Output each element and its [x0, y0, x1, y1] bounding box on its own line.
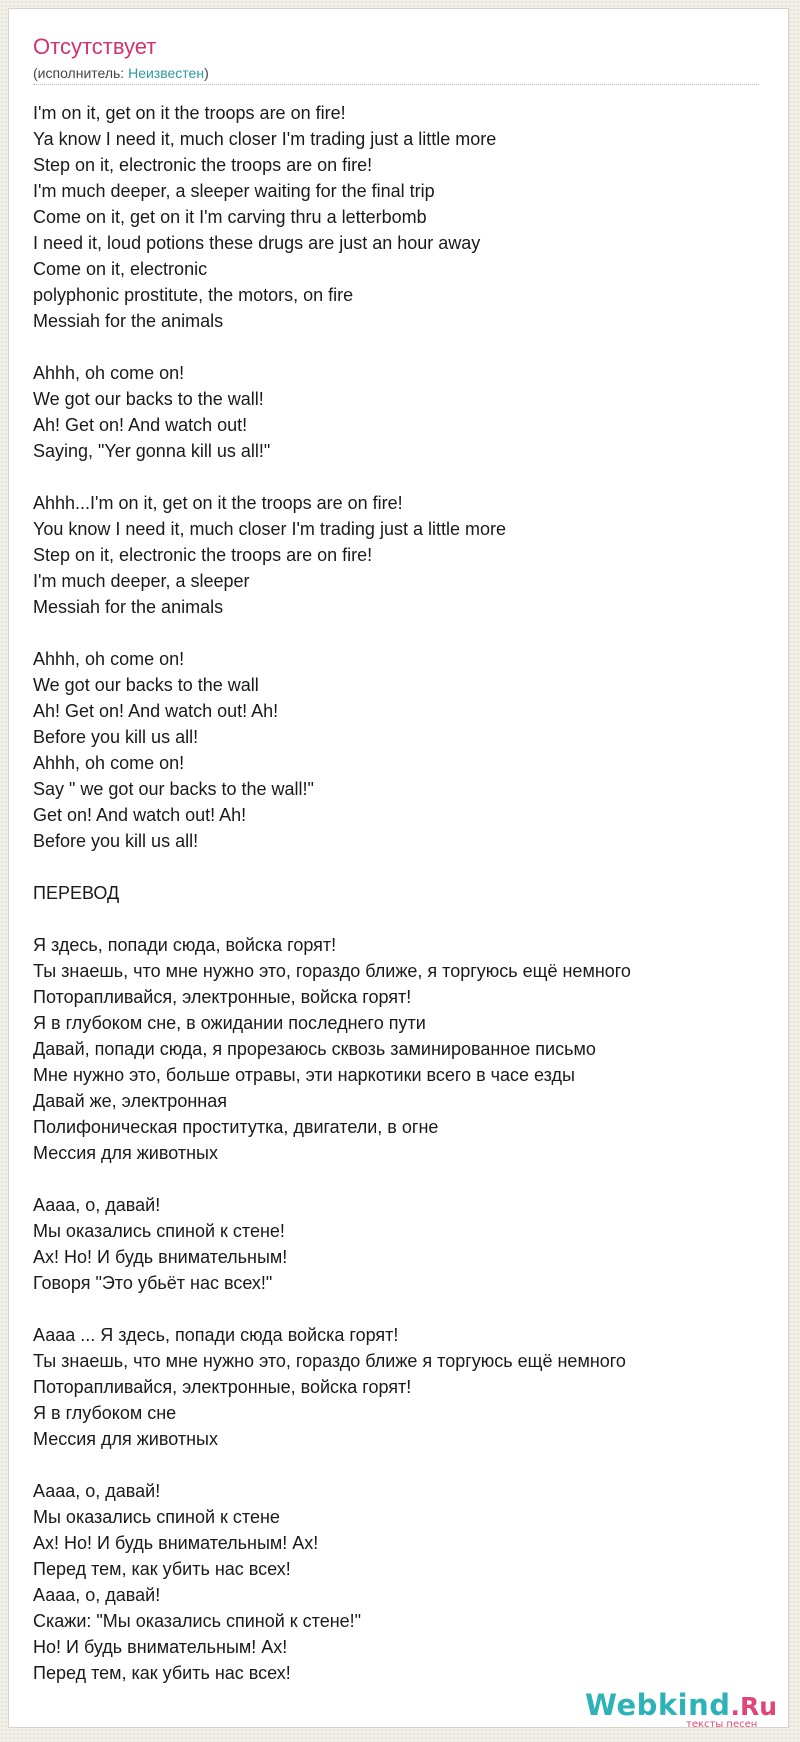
- lyric-line: Messiah for the animals: [33, 311, 224, 331]
- lyric-line: Мы оказались спиной к стене: [33, 1507, 280, 1527]
- lyric-line: [33, 1296, 773, 1322]
- lyric-line: Аааа, о, давай!: [33, 1195, 161, 1215]
- lyric-line: Ты знаешь, что мне нужно это, гораздо ближе я торгуюсь ещё немного: [33, 1351, 626, 1371]
- lyric-line: We got our backs to the wall!: [33, 389, 264, 409]
- lyric-line: polyphonic prostitute, the motors, on fire: [33, 285, 354, 305]
- lyric-line: Мессия для животных: [33, 1429, 218, 1449]
- lyric-line: You know I need it, much closer I'm trading just a little more: [33, 519, 506, 539]
- lyric-line: Ах! Но! И будь внимательным!: [33, 1247, 288, 1267]
- lyric-line: [33, 464, 773, 490]
- lyric-line: I'm much deeper, a sleeper waiting for the final trip: [33, 181, 435, 201]
- lyric-line: Аааа, о, давай!: [33, 1481, 161, 1501]
- lyric-line: I need it, loud potions these drugs are just an hour away: [33, 233, 481, 253]
- lyric-line: [33, 1166, 773, 1192]
- lyric-line: Step on it, electronic the troops are on fire!: [33, 155, 373, 175]
- lyric-line: Я здесь, попади сюда, войска горят!: [33, 935, 337, 955]
- lyric-line: Я в глубоком сне: [33, 1403, 177, 1423]
- lyric-line: [33, 334, 773, 360]
- lyric-line: Скажи: "Мы оказались спиной к стене!": [33, 1611, 362, 1631]
- logo-subtitle: тексты песен: [686, 1719, 758, 1730]
- lyric-line: Come on it, get on it I'm carving thru a letterbomb: [33, 207, 427, 227]
- lyric-line: Get on! And watch out! Ah!: [33, 805, 247, 825]
- lyric-line: Ahhh, oh come on!: [33, 753, 185, 773]
- lyric-line: I'm much deeper, a sleeper: [33, 571, 250, 591]
- lyric-line: Говоря "Это убьёт нас всех!": [33, 1273, 273, 1293]
- lyrics-text: [33, 100, 773, 1686]
- lyric-line: Step on it, electronic the troops are on fire!: [33, 545, 373, 565]
- song-title: Отсутствует: [33, 34, 157, 59]
- lyric-line: Поторапливайся, электронные, войска горят!: [33, 1377, 412, 1397]
- lyric-line: I'm on it, get on it the troops are on fire!: [33, 103, 346, 123]
- lyric-line: Давай же, электронная: [33, 1091, 227, 1111]
- lyric-line: Before you kill us all!: [33, 831, 199, 851]
- lyric-line: Ah! Get on! And watch out!: [33, 415, 248, 435]
- lyric-line: Поторапливайся, электронные, войска горят!: [33, 987, 412, 1007]
- lyric-line: Но! И будь внимательным! Ах!: [33, 1637, 288, 1657]
- artist-suffix: ): [204, 65, 209, 81]
- lyric-line: Messiah for the animals: [33, 597, 224, 617]
- lyric-line: Say " we got our backs to the wall!": [33, 779, 314, 799]
- lyric-line: [33, 620, 773, 646]
- lyric-line: Аааа, о, давай!: [33, 1585, 161, 1605]
- artist-link[interactable]: Неизвестен: [128, 65, 205, 81]
- lyric-line: [33, 854, 773, 880]
- lyric-line: Давай, попади сюда, я прорезаюсь сквозь заминированное письмо: [33, 1039, 596, 1059]
- lyric-line: Ahhh...I'm on it, get on it the troops are on fire!: [33, 493, 403, 513]
- lyric-line: We got our backs to the wall: [33, 675, 259, 695]
- lyric-line: Before you kill us all!: [33, 727, 199, 747]
- lyric-line: Come on it, electronic: [33, 259, 208, 279]
- lyric-line: Перед тем, как убить нас всех!: [33, 1663, 291, 1683]
- logo-text: Webkind: [585, 1688, 731, 1722]
- lyric-line: Мы оказались спиной к стене!: [33, 1221, 285, 1241]
- divider: [33, 84, 759, 85]
- lyric-line: Аааа ... Я здесь, попади сюда войска горят!: [33, 1325, 399, 1345]
- site-logo: [585, 1688, 778, 1730]
- lyric-line: Мне нужно это, больше отравы, эти наркотики всего в часе езды: [33, 1065, 575, 1085]
- lyric-line: Ahhh, oh come on!: [33, 649, 185, 669]
- lyric-line: Я в глубоком сне, в ожидании последнего пути: [33, 1013, 426, 1033]
- lyric-line: Ya know I need it, much closer I'm trading just a little more: [33, 129, 497, 149]
- lyric-line: [33, 906, 773, 932]
- artist-prefix: (исполнитель:: [33, 65, 129, 81]
- lyric-line: Ах! Но! И будь внимательным! Ах!: [33, 1533, 319, 1553]
- lyric-line: ПЕРЕВОД: [33, 883, 120, 903]
- lyric-line: Saying, "Yer gonna kill us all!": [33, 441, 271, 461]
- logo-tld: .Ru: [730, 1692, 778, 1721]
- lyric-line: Мессия для животных: [33, 1143, 218, 1163]
- lyric-line: Перед тем, как убить нас всех!: [33, 1559, 291, 1579]
- lyric-line: [33, 1452, 773, 1478]
- artist-line: [33, 64, 209, 82]
- lyric-line: Ты знаешь, что мне нужно это, гораздо ближе, я торгуюсь ещё немного: [33, 961, 631, 981]
- lyric-line: Ahhh, oh come on!: [33, 363, 185, 383]
- lyric-line: Ah! Get on! And watch out! Ah!: [33, 701, 279, 721]
- lyric-line: Полифоническая проститутка, двигатели, в огне: [33, 1117, 439, 1137]
